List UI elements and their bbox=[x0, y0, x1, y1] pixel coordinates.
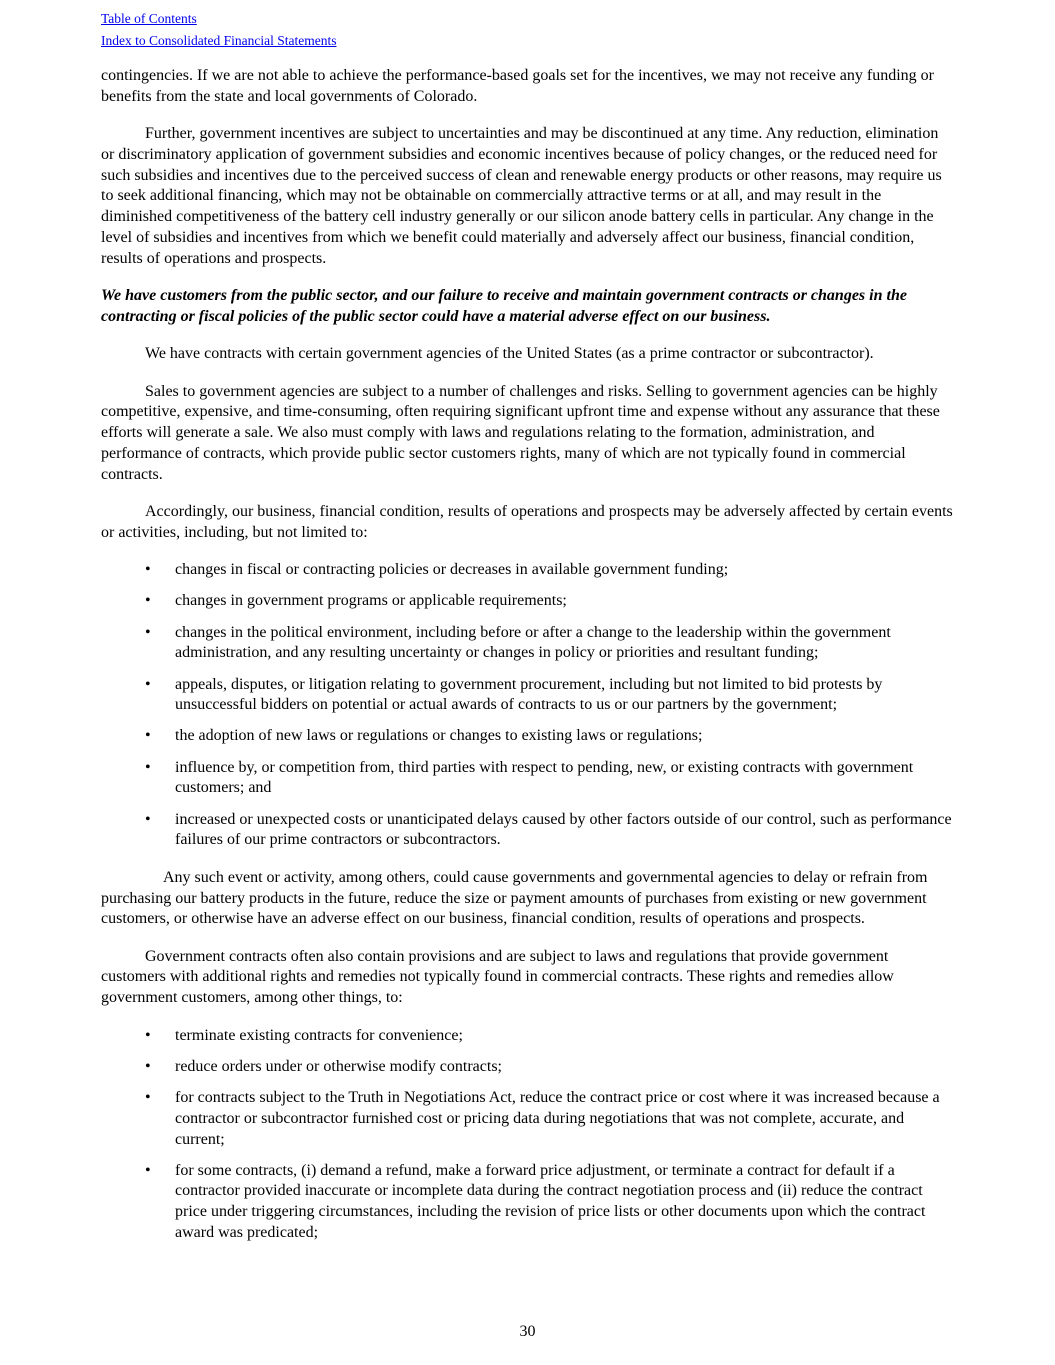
bullet-marker: • bbox=[145, 1088, 151, 1106]
list-item bbox=[101, 560, 953, 581]
bullet-marker: • bbox=[145, 810, 151, 828]
list-item bbox=[101, 810, 953, 852]
document-body bbox=[101, 66, 953, 1244]
paragraph-any-such-event: Any such event or activity, among others, could cause governments and governmental agencies to delay or refrain from purchasing our battery products in the future, reduce the size or payment amounts of purchases from existing or new government customers, or otherwise have an adverse effect on our business, financial condition, results of operations and prospects. bbox=[101, 868, 928, 928]
index-to-financial-statements-link[interactable]: Index to Consolidated Financial Statements bbox=[101, 33, 337, 48]
list-item bbox=[101, 675, 953, 717]
list-item-text: for some contracts, (i) demand a refund, make a forward price adjustment, or terminate a contract for default if a contractor provided inaccurate or incomplete data during the contract negotiation process and (ii) reduce the contract price under triggering circumstances, including the revision of price lists or other documents upon which the contract award was predicated; bbox=[175, 1161, 926, 1242]
bullet-marker: • bbox=[145, 592, 151, 610]
paragraph-adverse-events-intro: Accordingly, our business, financial condition, results of operations and prospects may be adversely affected by certain events or activities, including, but not limited to: bbox=[101, 503, 953, 541]
paragraph-contract-provisions: Government contracts often also contain provisions and are subject to laws and regulations that provide government customers with additional rights and remedies not typically found in commercial contracts. These rights and remedies allow government customers, among other things, to: bbox=[101, 947, 894, 1007]
bullet-marker: • bbox=[145, 758, 151, 776]
bullet-marker: • bbox=[145, 1026, 151, 1044]
bullet-marker: • bbox=[145, 561, 151, 579]
list-item bbox=[101, 1026, 953, 1047]
list-item-text: reduce orders under or otherwise modify contracts; bbox=[175, 1057, 502, 1075]
list-item-text: appeals, disputes, or litigation relating to government procurement, including but not limited to bid protests by unsuccessful bidders on potential or actual awards of contracts to us or our partners by the government; bbox=[175, 675, 883, 714]
list-item-text: changes in the political environment, including before or after a change to the leadership within the government administration, and any resulting uncertainty or changes in policy or priorities and resultant funding; bbox=[175, 623, 891, 662]
bullet-marker: • bbox=[145, 675, 151, 693]
risk-factor-heading: We have customers from the public sector, and our failure to receive and maintain government contracts or changes in the contracting or fiscal policies of the public sector could have a material adverse effect on our business. bbox=[101, 287, 907, 325]
page-number: 30 bbox=[519, 1323, 536, 1340]
list-item-text: for contracts subject to the Truth in Negotiations Act, reduce the contract price or cost where it was increased because a contractor or subcontractor furnished cost or pricing data during negotiations that was not complete, accurate, and current; bbox=[175, 1088, 940, 1148]
adverse-events-list bbox=[101, 560, 953, 851]
bullet-marker: • bbox=[145, 1161, 151, 1179]
list-item bbox=[101, 726, 953, 747]
bullet-marker: • bbox=[145, 1057, 151, 1075]
paragraph-contingencies: contingencies. If we are not able to achieve the performance-based goals set for the incentives, we may not receive any funding or benefits from the state and local governments of Colorado. bbox=[101, 67, 934, 105]
list-item bbox=[101, 1057, 953, 1078]
bullet-marker: • bbox=[145, 623, 151, 641]
list-item-text: changes in government programs or applicable requirements; bbox=[175, 592, 567, 610]
list-item-text: influence by, or competition from, third parties with respect to pending, new, or existing contracts with government customers; and bbox=[175, 758, 914, 797]
document-page bbox=[101, 8, 953, 1260]
list-item-text: increased or unexpected costs or unanticipated delays caused by other factors outside of our control, such as performance failures of our prime contractors or subcontractors. bbox=[175, 810, 952, 849]
top-navigation-links bbox=[101, 8, 953, 52]
list-item bbox=[101, 623, 953, 665]
list-item bbox=[101, 758, 953, 800]
bullet-marker: • bbox=[145, 727, 151, 745]
paragraph-sales-to-government: Sales to government agencies are subject to a number of challenges and risks. Selling to government agencies can be highly competitive, expensive, and time-consuming, often requiring significant upfront time and expense without any assurance that these efforts will generate a sale. We also must comply with laws and regulations relating to the formation, administration, and performance of contracts, which provide public sector customers rights, many of which are not typically found in commercial contracts. bbox=[101, 382, 940, 483]
paragraph-government-contracts: We have contracts with certain government agencies of the United States (as a prime contractor or subcontractor). bbox=[145, 345, 874, 363]
list-item bbox=[101, 1161, 953, 1244]
list-item bbox=[101, 591, 953, 612]
list-item-text: changes in fiscal or contracting policies or decreases in available government funding; bbox=[175, 561, 729, 579]
list-item-text: terminate existing contracts for convenience; bbox=[175, 1026, 463, 1044]
table-of-contents-link[interactable]: Table of Contents bbox=[101, 11, 197, 26]
list-item-text: the adoption of new laws or regulations or changes to existing laws or regulations; bbox=[175, 727, 703, 745]
list-item bbox=[101, 1088, 953, 1150]
government-rights-list bbox=[101, 1026, 953, 1244]
paragraph-government-incentives: Further, government incentives are subject to uncertainties and may be discontinued at any time. Any reduction, elimination or discriminatory application of government subsidies and economic incentives because of policy changes, or the reduced need for such subsidies and incentives due to the perceived success of clean and renewable energy products or other reasons, may require us to seek additional financing, which may not be obtainable on commercially attractive terms or at all, and may result in the diminished competitiveness of the battery cell industry generally or our silicon anode battery cells in particular. Any change in the level of subsidies and incentives from which we benefit could materially and adversely affect our business, financial condition, results of operations and prospects. bbox=[101, 125, 942, 267]
